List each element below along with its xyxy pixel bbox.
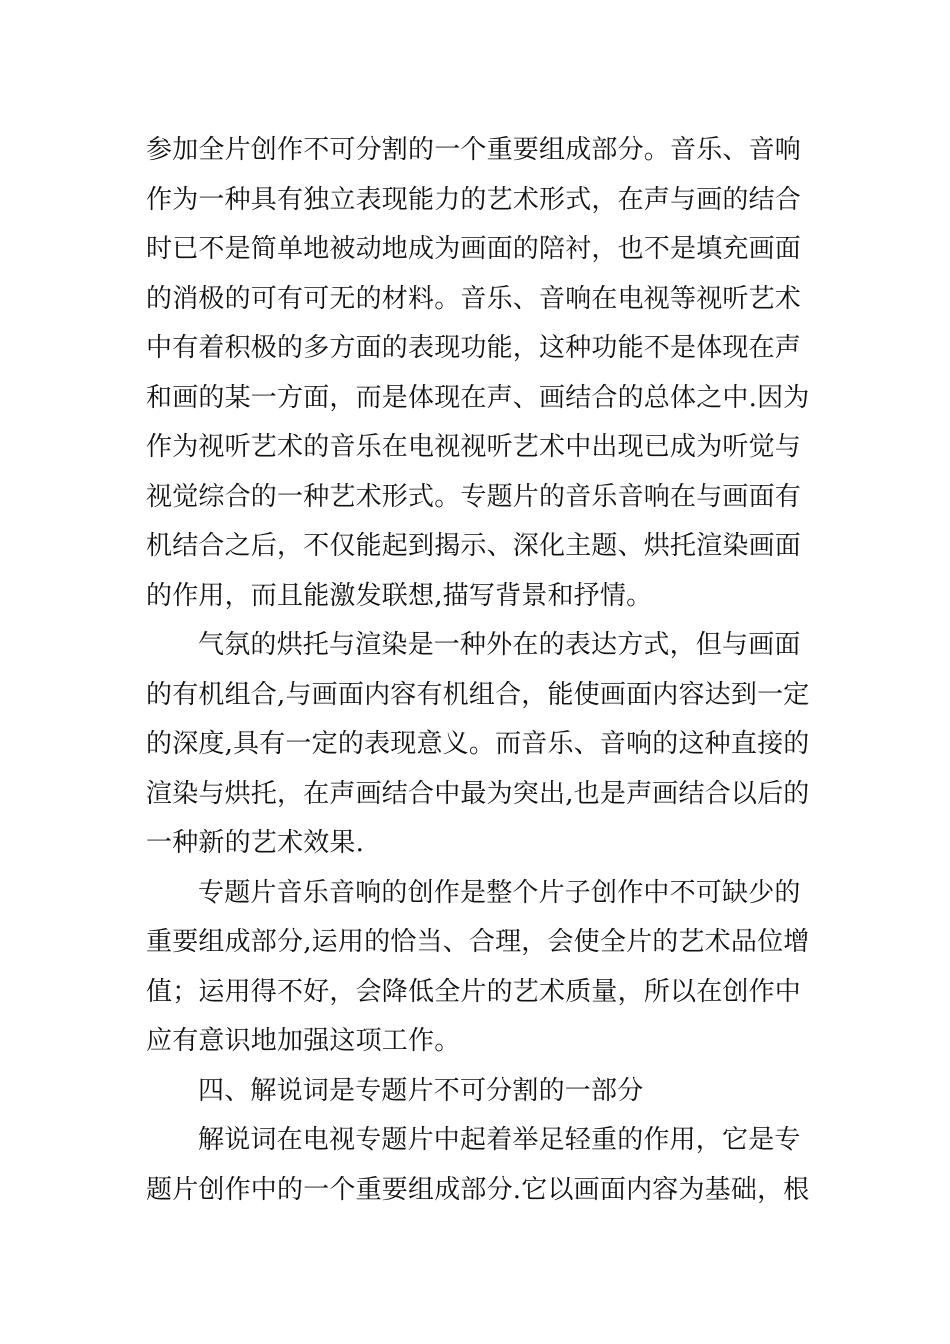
text-line: 参加全片创作不可分割的一个重要组成部分。音乐、音响	[146, 135, 802, 165]
body-text	[146, 126, 810, 1215]
section-heading: 四、解说词是专题片不可分割的一部分	[198, 1075, 644, 1106]
text-line: 的消极的可有可无的材料。音乐、音响在电视等视听艺术	[146, 283, 802, 314]
text-line: 作为视听艺术的音乐在电视视听艺术中出现已成为听觉与	[146, 432, 802, 462]
text-line: 应有意识地加强这项工作。	[146, 1026, 461, 1056]
text-line: 的深度,具有一定的表现意义。而音乐、音响的这种直接的	[146, 729, 810, 759]
text-line: 重要组成部分,运用的恰当、合理，会使全片的艺术品位增	[146, 927, 810, 957]
paragraph-first-line: 气氛的烘托与渲染是一种外在的表达方式，但与画面	[198, 630, 801, 660]
text-line: 和画的某一方面，而是体现在声、画结合的总体之中.因为	[146, 382, 810, 413]
text-line: 作为一种具有独立表现能力的艺术形式，在声与画的结合	[146, 184, 802, 215]
text-line: 视觉综合的一种艺术形式。专题片的音乐音响在与画面有	[146, 481, 802, 512]
paragraph-first-line: 专题片音乐音响的创作是整个片子创作中不可缺少的	[198, 877, 801, 908]
text-line: 机结合之后，不仅能起到揭示、深化主题、烘托渲染画面	[146, 531, 802, 561]
text-line: 一种新的艺术效果.	[146, 828, 365, 858]
text-line: 的有机组合,与画面内容有机组合，能使画面内容达到一定	[146, 679, 810, 710]
text-line: 时已不是简单地被动地成为画面的陪衬，也不是填充画面	[146, 234, 802, 264]
text-line: 题片创作中的一个重要组成部分.它以画面内容为基础，根	[146, 1174, 810, 1205]
text-line: 渲染与烘托，在声画结合中最为突出,也是声画结合以后的	[146, 778, 810, 809]
text-line: 值；运用得不好，会降低全片的艺术质量，所以在创作中	[146, 976, 802, 1007]
text-line: 中有着积极的多方面的表现功能，这种功能不是体现在声	[146, 333, 802, 363]
paragraph-first-line: 解说词在电视专题片中起着举足轻重的作用，它是专	[198, 1125, 801, 1155]
text-line: 的作用，而且能激发联想,描写背景和抒情。	[146, 580, 653, 611]
